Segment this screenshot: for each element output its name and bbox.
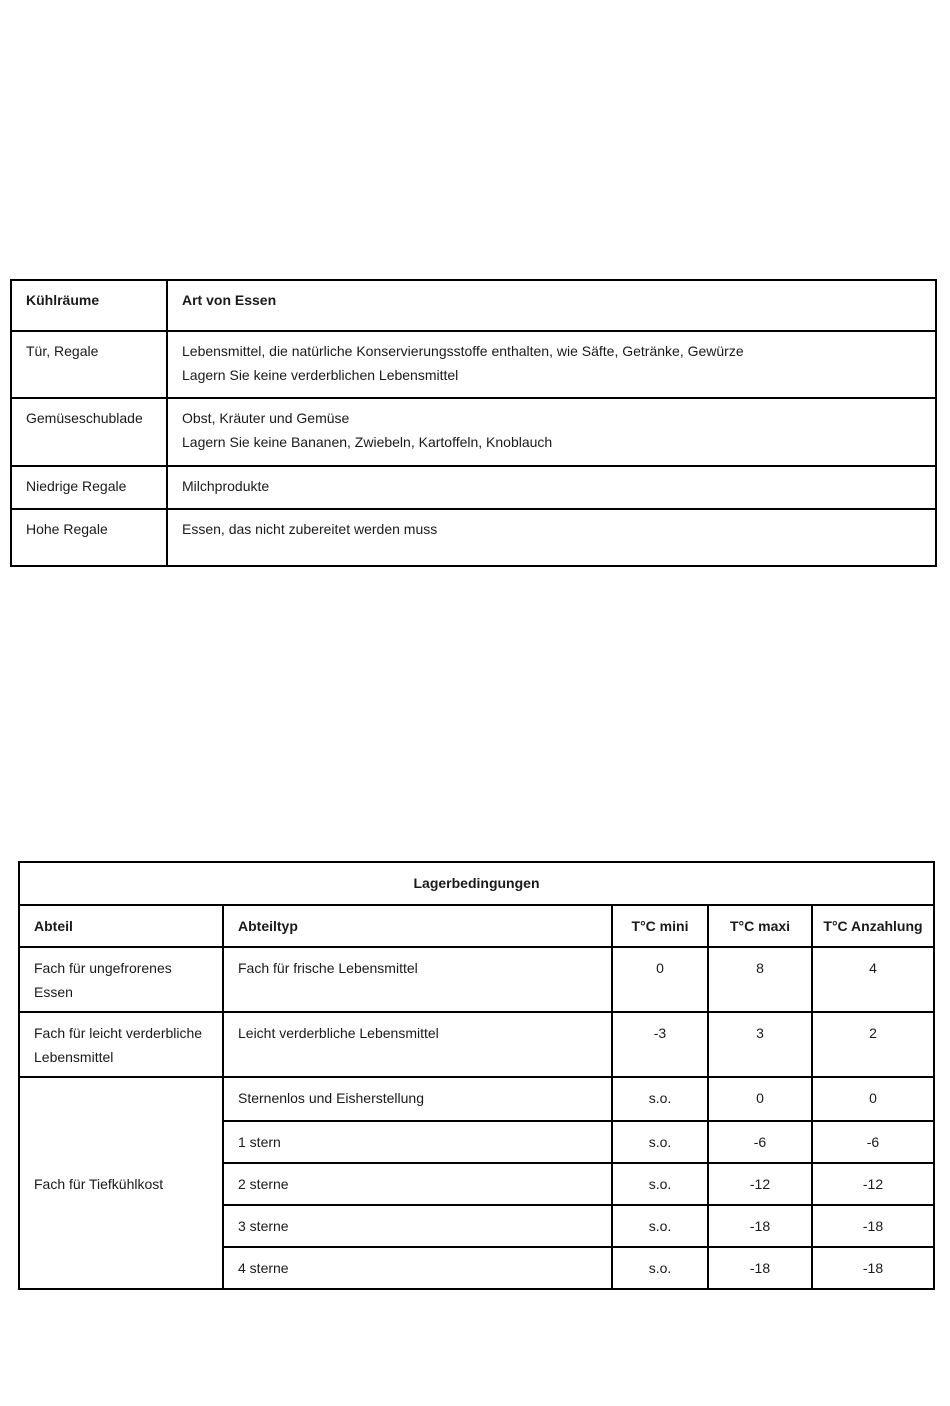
table-row <box>11 398 936 466</box>
table-row <box>19 1077 934 1121</box>
temp-min-cell: s.o. <box>612 1077 708 1121</box>
compartment-type-cell: Fach für frische Lebensmittel <box>223 947 612 1012</box>
temp-max-cell: -18 <box>708 1205 812 1247</box>
compartment-type-cell: 2 sterne <box>223 1163 612 1205</box>
column-header-temp-deposit: T°C Anzahlung <box>812 905 934 947</box>
column-header-compartment-type: Abteiltyp <box>223 905 612 947</box>
column-header-cold-rooms: Kühlräume <box>11 280 167 331</box>
table-row <box>11 509 936 566</box>
compartment-line: Fach für ungefrorenes Essen <box>34 960 172 1000</box>
temp-max-cell: -6 <box>708 1121 812 1163</box>
column-header-temp-max: T°C maxi <box>708 905 812 947</box>
table-row <box>19 1012 934 1077</box>
area-cell: Tür, Regale <box>11 331 167 398</box>
compartment-type-cell: Sternenlos und Eisherstellung <box>223 1077 612 1121</box>
compartment-cell <box>19 947 223 1012</box>
compartment-type-cell: 1 stern <box>223 1121 612 1163</box>
area-cell: Niedrige Regale <box>11 466 167 509</box>
temp-deposit-cell: -18 <box>812 1205 934 1247</box>
temp-deposit-cell: 2 <box>812 1012 934 1077</box>
table-header-row <box>11 280 936 331</box>
food-type-line: Lebensmittel, die natürliche Konservierungsstoffe enthalten, wie Säfte, Getränke, Gewürze <box>182 343 744 359</box>
table-title: Lagerbedingungen <box>19 862 934 905</box>
temp-min-cell: s.o. <box>612 1121 708 1163</box>
compartment-cell <box>19 1012 223 1077</box>
temp-min-cell: -3 <box>612 1012 708 1077</box>
food-type-line: Milchprodukte <box>182 478 270 494</box>
temp-max-cell: -18 <box>708 1247 812 1289</box>
temp-max-cell: 0 <box>708 1077 812 1121</box>
temp-min-cell: s.o. <box>612 1247 708 1289</box>
compartment-type-cell: 3 sterne <box>223 1205 612 1247</box>
food-type-line: Obst, Kräuter und Gemüse <box>182 410 350 426</box>
temp-min-cell: 0 <box>612 947 708 1012</box>
temp-min-cell: s.o. <box>612 1163 708 1205</box>
column-header-temp-min: T°C mini <box>612 905 708 947</box>
food-type-cell <box>167 331 936 398</box>
area-cell: Gemüseschublade <box>11 398 167 466</box>
compartment-type-cell: 4 sterne <box>223 1247 612 1289</box>
food-type-line: Lagern Sie keine Bananen, Zwiebeln, Kartoffeln, Knoblauch <box>182 434 553 450</box>
table-row <box>11 331 936 398</box>
column-header-food-type: Art von Essen <box>167 280 936 331</box>
freezer-compartment-cell: Fach für Tiefkühlkost <box>19 1077 223 1289</box>
temp-max-cell: -12 <box>708 1163 812 1205</box>
food-type-cell <box>167 509 936 566</box>
food-type-cell <box>167 398 936 466</box>
temp-min-cell: s.o. <box>612 1205 708 1247</box>
column-header-compartment: Abteil <box>19 905 223 947</box>
table-title-row <box>19 862 934 905</box>
temp-max-cell: 8 <box>708 947 812 1012</box>
area-cell: Hohe Regale <box>11 509 167 566</box>
storage-conditions-table <box>18 861 935 1290</box>
temp-deposit-cell: 0 <box>812 1077 934 1121</box>
temp-deposit-cell: 4 <box>812 947 934 1012</box>
compartment-line: Lebensmittel <box>34 1049 114 1065</box>
temp-deposit-cell: -12 <box>812 1163 934 1205</box>
compartment-type-cell: Leicht verderbliche Lebensmittel <box>223 1012 612 1077</box>
fridge-areas-table <box>10 279 937 567</box>
temp-max-cell: 3 <box>708 1012 812 1077</box>
table-row <box>19 947 934 1012</box>
food-type-line: Lagern Sie keine verderblichen Lebensmittel <box>182 367 459 383</box>
table-header-row <box>19 905 934 947</box>
compartment-line: Fach für leicht verderbliche <box>34 1025 203 1041</box>
food-type-cell <box>167 466 936 509</box>
temp-deposit-cell: -6 <box>812 1121 934 1163</box>
temp-deposit-cell: -18 <box>812 1247 934 1289</box>
food-type-line: Essen, das nicht zubereitet werden muss <box>182 521 438 537</box>
table-row <box>11 466 936 509</box>
